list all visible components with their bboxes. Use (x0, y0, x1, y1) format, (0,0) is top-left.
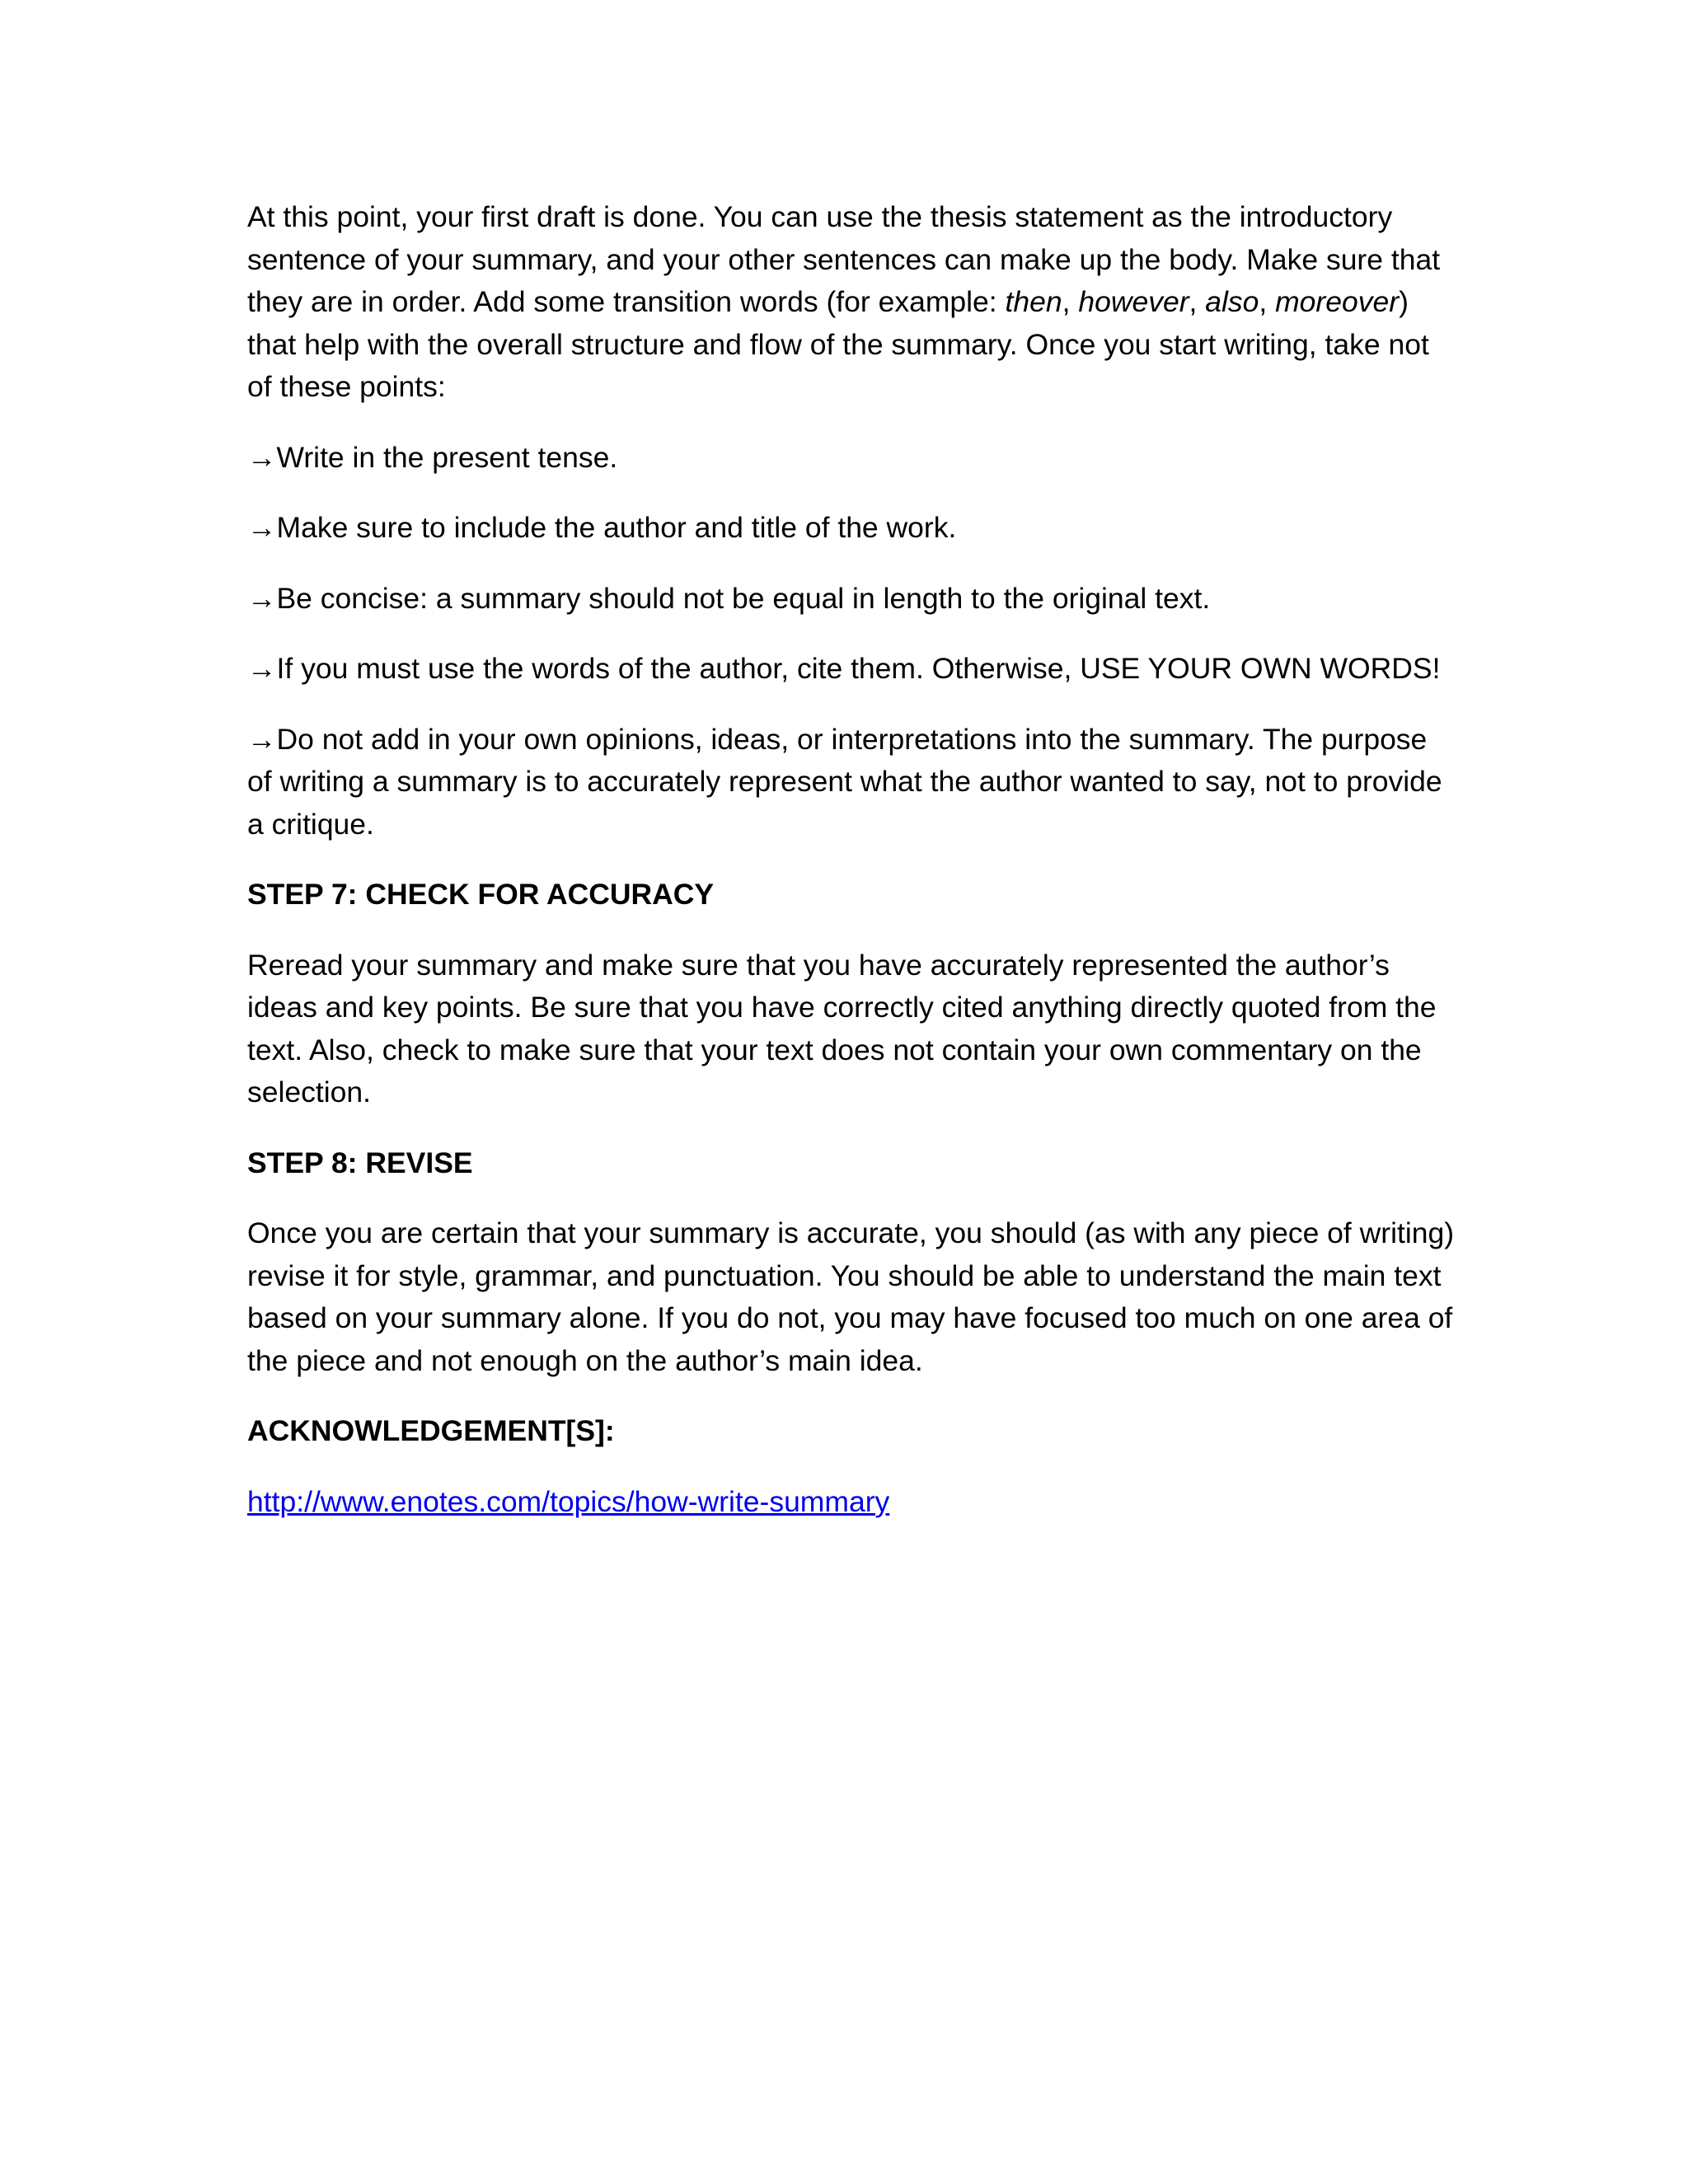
acknowledgements-link-row (247, 1481, 1459, 1524)
document-page (247, 196, 1459, 1551)
arrow-right-icon: → (247, 652, 277, 685)
bullet-text: Do not add in your own opinions, ideas, or interpretations into the summary. The purpose of writing a summary is to accurately represent what the author wanted to say, not to provide a critique. (247, 722, 1442, 841)
arrow-right-icon: → (247, 440, 277, 474)
bullet-item (247, 578, 1459, 621)
step8-paragraph: Once you are certain that your summary is accurate, you should (as with any piece of writing) revise it for style, grammar, and punctuation. You should be able to understand the main text based on your summary alone. If you do not, you may have focused too much on one area of the piece and not enough on the author’s main idea. (247, 1216, 1455, 1377)
transition-word-then: then (1005, 285, 1062, 318)
step7-heading: STEP 7: CHECK FOR ACCURACY (247, 878, 715, 911)
intro-paragraph (247, 196, 1459, 409)
step7-paragraph: Reread your summary and make sure that you have accurately represented the author’s ideas and key points. Be sure that you have correctly cited anything directly quoted from the text. Also, check to make sure that your text does not contain your own commentary on the selection. (247, 948, 1437, 1108)
intro-separator: , (1189, 285, 1206, 318)
bullet-text: Write in the present tense. (276, 440, 618, 474)
bullet-text: If you must use the words of the author, cite them. Otherwise, USE YOUR OWN WORDS! (276, 652, 1441, 685)
bullet-item (247, 719, 1459, 846)
intro-separator: , (1259, 285, 1276, 318)
bullet-item (247, 507, 1459, 550)
bullet-item (247, 437, 1459, 480)
enotes-link[interactable]: http://www.enotes.com/topics/how-write-summary (247, 1484, 890, 1518)
acknowledgements-heading: ACKNOWLEDGEMENT[S]: (247, 1414, 615, 1447)
intro-text-part2: ) that help with the overall structure and flow of the summary. Once you start writing, take not of these points: (247, 285, 1429, 403)
transition-word-also: also (1205, 285, 1259, 318)
intro-separator: , (1062, 285, 1079, 318)
transition-word-moreover: moreover (1275, 285, 1400, 318)
transition-word-however: however (1078, 285, 1189, 318)
arrow-right-icon: → (247, 581, 277, 615)
intro-text-part1: At this point, your first draft is done. You can use the thesis statement as the introductory sentence of your summary, and your other sentences can make up the body. Make sure that they are in order. Add some transition words (for example: (247, 200, 1441, 318)
bullet-text: Be concise: a summary should not be equal in length to the original text. (276, 581, 1211, 615)
bullet-text: Make sure to include the author and title of the work. (276, 511, 957, 544)
step8-heading: STEP 8: REVISE (247, 1146, 473, 1179)
arrow-right-icon: → (247, 511, 277, 544)
bullet-item (247, 648, 1459, 691)
arrow-right-icon: → (247, 722, 277, 756)
